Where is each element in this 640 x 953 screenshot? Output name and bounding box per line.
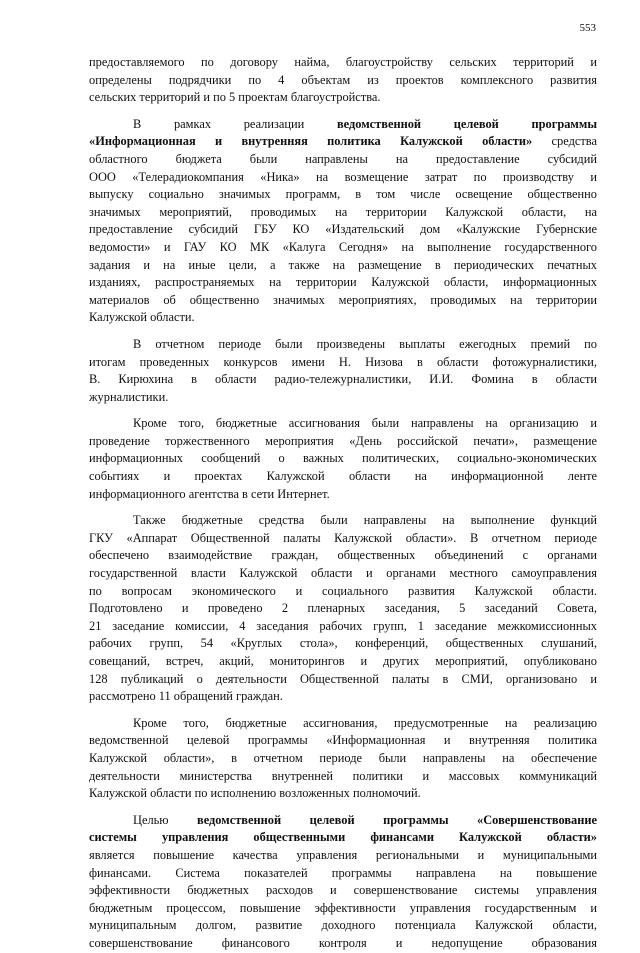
bold-text: «Информационная и внутренняя политика Калужской области» bbox=[89, 134, 533, 149]
text-line: материалов об общественно значимых мероприятиях, проводимых на территории bbox=[89, 292, 597, 307]
text-line: Подготовлено и проведено 2 пленарных заседания, 5 заседаний Совета, bbox=[89, 601, 597, 616]
text-line: 128 публикаций о деятельности Общественной палаты в СМИ, организовано и bbox=[89, 671, 597, 686]
text-line bbox=[89, 116, 597, 134]
text-line: бюджетным процессом, повышение эффективности управления государственным и bbox=[89, 900, 597, 915]
text-line: Также бюджетные средства были направлены на выполнение функций bbox=[133, 513, 597, 528]
text-line: 21 заседание комиссии, 4 заседания рабочих групп, 1 заседание межкомиссионных bbox=[89, 618, 597, 633]
text-line: Кроме того, бюджетные ассигнования были направлены на организацию и bbox=[133, 416, 597, 431]
text-line: ООО «Телерадиокомпания «Ника» на возмещение затрат по производству и bbox=[89, 169, 597, 184]
text-line: В отчетном периоде были произведены выплаты ежегодных премий по bbox=[133, 336, 597, 351]
text-line: предоставление субсидий ГБУ КО «Издательский дом «Калужские Губернские bbox=[89, 222, 597, 237]
text-line: изданиях, распространяемых на территории Калужской области, информационных bbox=[89, 275, 597, 290]
text-line: финансами. Система показателей программы направлена на повышение bbox=[89, 865, 597, 880]
text-line: значимых мероприятий, проводимых на территории Калужской области, на bbox=[89, 204, 597, 219]
text-line: по вопросам экономического и социального развития Калужской области. bbox=[89, 583, 597, 598]
text-line: задания и на иные цели, а также на размещение в периодических печатных bbox=[89, 257, 597, 272]
text-line bbox=[89, 829, 597, 847]
text-line: государственной власти Калужской области и органами местного самоуправления bbox=[89, 566, 597, 581]
text-line: Калужской области. bbox=[89, 310, 195, 325]
text-line: журналистики. bbox=[89, 389, 169, 404]
text-line: совершенствование финансового контроля и недопущение образования bbox=[89, 935, 597, 950]
text-line: рассмотрено 11 обращений граждан. bbox=[89, 689, 283, 704]
text-line: обеспечено взаимодействие граждан, общественных объединений с органами bbox=[89, 548, 597, 563]
text-line: ведомственной целевой программы «Информационная и внутренняя политика bbox=[89, 733, 597, 748]
page-number: 553 bbox=[579, 22, 596, 34]
text-line: областного бюджета были направлены на предоставление субсидий bbox=[89, 151, 597, 166]
text-line: событиях и проектах Калужской области на информационной ленте bbox=[89, 469, 597, 484]
text-line: проведение торжественного мероприятия «День российской печати», размещение bbox=[89, 433, 597, 448]
text-line: ГКУ «Аппарат Общественной палаты Калужской области». В отчетном периоде bbox=[89, 530, 597, 545]
text-line: является повышение качества управления региональными и муниципальными bbox=[89, 847, 597, 862]
text-line: эффективности бюджетных расходов и совершенствование системы управления bbox=[89, 883, 597, 898]
bold-text: ведомственной целевой программы «Совершенствование bbox=[197, 812, 597, 827]
text-line: муниципальным долгом, развитие доходного потенциала Калужской области, bbox=[89, 918, 597, 933]
text-line: предоставляемого по договору найма, благоустройству сельских территорий и bbox=[89, 55, 597, 69]
text-line: Калужской области по исполнению возложенных полномочий. bbox=[89, 786, 421, 801]
text-line: сельских территорий и по 5 проектам благоустройства. bbox=[89, 90, 381, 105]
text-line: выпуску социально значимых программ, в том числе освещение общественно bbox=[89, 187, 597, 202]
text-line: итогам проведенных конкурсов имени Н. Низова в области фотожурналистики, bbox=[89, 354, 597, 369]
text-line: Калужской области», в отчетном периоде были направлены на обеспечение bbox=[89, 750, 597, 765]
text-line: информационных сообщений о важных политических, социально-экономических bbox=[89, 451, 597, 466]
text-line bbox=[89, 133, 597, 151]
text-line: деятельности министерства внутренней политики и массовых коммуникаций bbox=[89, 768, 597, 783]
document-body bbox=[89, 54, 597, 953]
text-line bbox=[89, 812, 597, 830]
text-line: рабочих групп, 54 «Круглых стола», конференций, общественных слушаний, bbox=[89, 636, 597, 651]
text-span: В рамках реализации bbox=[133, 116, 337, 131]
text-span: Целью bbox=[133, 812, 198, 827]
text-line: совещаний, встреч, акций, мониторингов и других мероприятий, опубликовано bbox=[89, 654, 597, 668]
text-line: В. Кирюхина в области радио-тележурналистики, И.И. Фомина в области bbox=[89, 372, 597, 387]
text-line: определены подрядчики по 4 объектам из проектов комплексного развития bbox=[89, 72, 597, 87]
text-span: средства bbox=[532, 134, 597, 149]
bold-text: системы управления общественными финансами Калужской области» bbox=[89, 830, 597, 845]
text-line: Кроме того, бюджетные ассигнования, предусмотренные на реализацию bbox=[133, 715, 597, 730]
text-line: информационного агентства в сети Интернет. bbox=[89, 486, 330, 501]
bold-text: ведомственной целевой программы bbox=[336, 116, 597, 131]
text-line: ведомости» и ГАУ КО МК «Калуга Сегодня» на выполнение государственного bbox=[89, 239, 597, 254]
